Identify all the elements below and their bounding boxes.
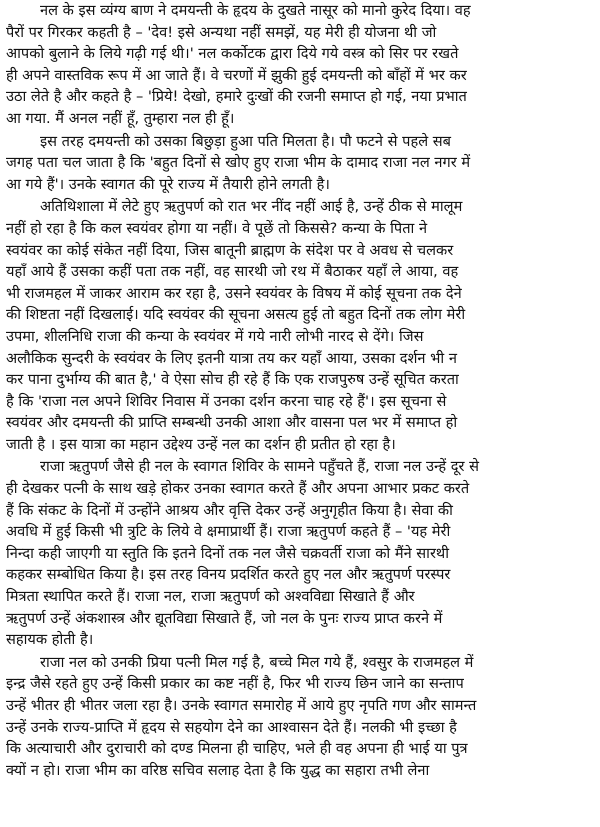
text-line: क्यों न हो। राजा भीम का वरिष्ठ सचिव सलाह देता है कि युद्ध का सहारा तभी लेना [6,761,430,779]
text-line: यहाँ आये हैं उसका कहीं पता तक नहीं, वह सारथी जो रथ में बैठाकर यहाँ ले आया, वह [6,263,459,281]
text-line: कि अत्याचारी और दुराचारी को दण्ड मिलना ही चाहिए, भले ही वह अपना ही भाई या पुत्र [6,740,468,758]
text-line: राजा नल को उनकी प्रिया पत्नी मिल गई है, बच्चे मिल गये हैं, श्वसुर के राजमहल में [40,653,474,671]
paragraph [6,652,594,782]
text-line: है कि 'राजा नल अपने शिविर निवास में उनका दर्शन करना चाह रहे हैं'। इस सूचना से [6,392,447,410]
text-line: अलौकिक सुन्दरी के स्वयंवर के लिए इतनी यात्रा तय कर यहाँ आया, उसका दर्शन भी न [6,349,457,367]
text-line: अवधि में हुई किसी भी त्रुटि के लिये वे क्षमाप्रार्थी हैं। राजा ऋतुपर्ण कहते हैं – 'यह मेरी [6,523,451,541]
text-line: मित्रता स्थापित करते हैं। राजा नल, राजा ऋतुपर्ण को अश्वविद्या सिखाते हैं और [6,588,415,606]
text-line: नल के इस व्यंग्य बाण ने दमयन्ती के हृदय के दुखते नासूर को मानो कुरेद दिया। वह [40,2,471,19]
paragraph [6,0,594,130]
text-line: पैरों पर गिरकर कहती है – 'देव! इसे अन्यथा नहीं समझें, यह मेरी ही योजना थी जो [6,23,437,41]
text-line: जगह पता चल जाता है कि 'बहुत दिनों से खोए हुए राजा भीम के दामाद राजा नल नगर में [6,154,471,172]
text-line: आ गये हैं'। उनके स्वागत की पूरे राज्य में तैयारी होने लगती है। [6,175,330,193]
text-line: स्वयंवर का कोई संकेत नहीं दिया, जिस बातूनी ब्राह्मण के संदेश पर वे अवध से चलकर [6,241,454,259]
text-line: उठा लेते है और कहते है – 'प्रिये! देखो, हमारे दुःखों की रजनी समाप्त हो गई, नया प्रभात [6,88,467,106]
text-line: की शिष्टता नहीं दिखलाई। यदि स्वयंवर की सूचना असत्य हुई तो बहुत दिनों तक लोग मेरी [6,306,466,324]
text-line: भी राजमहल में जाकर आराम कर रहा है, उसने स्वयंवर के विषय में कोई सूचना तक देने [6,284,462,302]
text-line: अतिथिशाला में लेटे हुए ऋतुपर्ण को रात भर नींद नहीं आई है, उन्हें ठीक से मालूम [40,198,463,216]
text-line: राजा ऋतुपर्ण जैसे ही नल के स्वागत शिविर के सामने पहुँचते हैं, राजा नल उन्हें दूर से [40,458,480,476]
text-line: कहकर सम्बोधित किया है। इस तरह विनय प्रदर्शित करते हुए नल और ऋतुपर्ण परस्पर [6,566,451,584]
document-page [6,0,594,827]
text-line: आ गया. मैं अनल नहीं हूँ, तुम्हारा नल ही हूँ। [6,109,235,127]
text-line: निन्दा कही जाएगी या स्तुति कि इतने दिनों तक नल जैसे चक्रवर्ती राजा को मैंने सारथी [6,544,450,562]
text-line: ही देखकर पत्नी के साथ खड़े होकर उनका स्वागत करते हैं और अपना आभार प्रकट करते [6,480,470,498]
text-line: स्वयंवर और दमयन्ती की प्राप्ति सम्बन्धी उनकी आशा और वासना पल भर में समाप्त हो [6,414,458,432]
paragraph [6,456,594,650]
text-line: उन्हें भीतर ही भीतर जला रहा है। उनके स्वागत समारोह में आये हुए नृपति गण और सामन्त [6,697,477,714]
text-line: उपमा, शीलनिधि राजा की कन्या के स्वयंवर में गये नारी लोभी नारद से देंगे। जिस [6,327,424,345]
text-line: आपको बुलाने के लिये गढ़ी गई थी।' नल कर्कोटक द्वारा दिये गये वस्त्र को सिर पर रखते [6,45,459,63]
text-line: जाती है । इस यात्रा का महान उद्देश्य उन्हें नल का दर्शन ही प्रतीत हो रहा है। [6,435,396,453]
text-line: उन्हें उनके राज्य-प्राप्ति में हृदय से सहयोग देने का आश्वासन देते हैं। नलकी भी इच्छा है [6,718,457,736]
text-line: हैं कि संकट के दिनों में उन्होंने आश्रय और वृत्ति देकर उन्हें अनुगृहीत किया है। सेवा की [6,501,453,519]
paragraph [6,131,594,196]
text-line: इन्द्र जैसे रहते हुए उन्हें किसी प्रकार का कष्ट नहीं है, फिर भी राज्य छिन जाने का सन्ताप [6,675,464,693]
text-line: कर पाना दुर्भाग्य की बात है,' वे ऐसा सोच ही रहे हैं कि एक राजपुरुष उन्हें सूचित करता [6,371,459,389]
text-line: इस तरह दमयन्ती को उसका बिछुड़ा हुआ पति मिलता है। पौ फटने से पहले सब [40,132,451,150]
text-line: सहायक होती है। [6,631,94,649]
text-line: नहीं हो रहा है कि कल स्वयंवर होगा या नहीं। वे पूछें तो किससे? कन्या के पिता ने [6,219,428,237]
paragraph [6,196,594,455]
text-line: ही अपने वास्तविक रूप में आ जाते हैं। वे चरणों में झुकी हुई दमयन्ती को बाँहों में भर कर [6,66,467,84]
text-line: ऋतुपर्ण उन्हें अंकशास्त्र और द्यूतविद्या सिखाते हैं, जो नल के पुनः राज्य प्राप्त करने में [6,609,443,627]
